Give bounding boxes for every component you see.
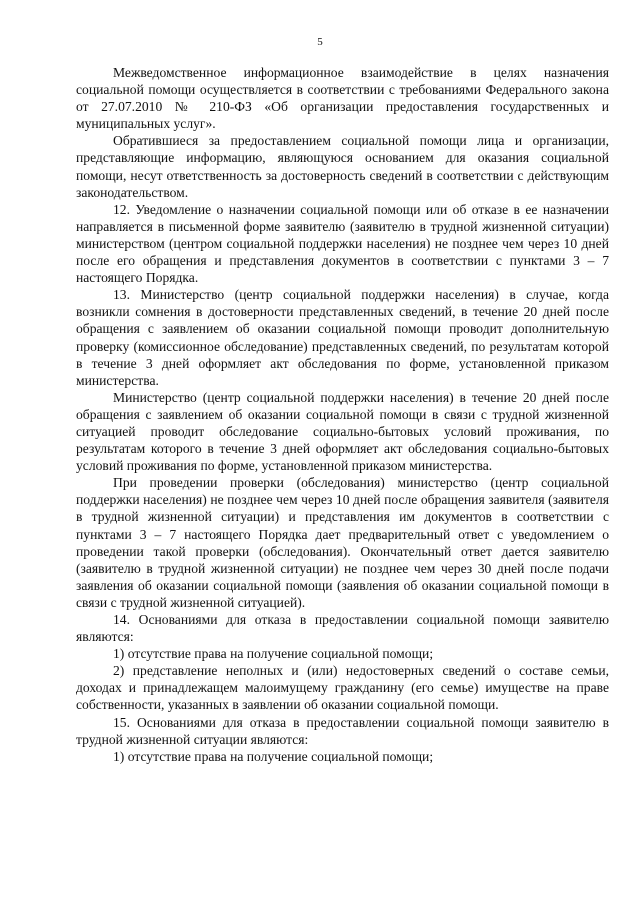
- paragraph-item-15-sub-1: 1) отсутствие права на получение социальной помощи;: [113, 748, 434, 764]
- paragraph-living-conditions-survey: Министерство (центр социальной поддержки населения) в течение 20 дней после обращения с заявлением об оказании социальной помощи в связи с трудной жизненной ситуацией проводит обследование социально-бытовых условий проживания, по результатам которого в течение 3 дней оформляет акт обследования социально-бытовых условий проживания по форме, установленной приказом министерства.: [76, 389, 609, 474]
- paragraph-interagency-interaction: Межведомственное информационное взаимодействие в целях назначения социальной помощи осуществляется в соответствии с требованиями Федерального закона от 27.07.2010 № 210-ФЗ «Об организации предоставления государственных и муниципальных услуг».: [76, 65, 609, 132]
- paragraph-item-14: 14. Основаниями для отказа в предоставлении социальной помощи заявителю являются:: [76, 612, 609, 645]
- paragraph-responsibility: Обратившиеся за предоставлением социальной помощи лица и организации, представляющие информацию, являющуюся основанием для оказания социальной помощи, несут ответственность за достоверность сведений в соответствии с действующим законодательством.: [76, 133, 609, 200]
- paragraph-item-15: 15. Основаниями для отказа в предоставлении социальной помощи заявителю в трудной жизненной ситуации являются:: [76, 714, 609, 747]
- paragraph-item-14-sub-2: 2) представление неполных и (или) недостоверных сведений о составе семьи, доходах и принадлежащем малоимущему гражданину (его семье) имуществе на праве собственности, указанных в заявлении об оказании социальной помощи.: [76, 663, 609, 713]
- paragraph-item-12: 12. Уведомление о назначении социальной помощи или об отказе в ее назначении направляется в письменной форме заявителю (заявителю в трудной жизненной ситуации) министерством (центром социальной поддержки населения) не позднее чем через 10 дней после его обращения и представления документов в соответствии с пунктами 3 – 7 настоящего Порядка.: [76, 201, 609, 286]
- paragraph-item-13: 13. Министерство (центр социальной поддержки населения) в случае, когда возникли сомнения в достоверности представленных сведений, в течение 20 дней после обращения с заявлением об оказании социальной помощи проводит дополнительную проверку (комиссионное обследование) представленных сведений, по результатам которой в течение 3 дней оформляет акт обследования по форме, установленной приказом министерства.: [76, 287, 609, 388]
- document-body: [76, 64, 609, 765]
- paragraph-item-14-sub-1: 1) отсутствие права на получение социальной помощи;: [113, 646, 434, 662]
- paragraph-preliminary-answer: При проведении проверки (обследования) министерство (центр социальной поддержки населения) не позднее чем через 10 дней после обращения заявителя (заявителя в трудной жизненной ситуации) и представления им документов в соответствии с пунктами 3 – 7 настоящего Порядка дает предварительный ответ с уведомлением о проведении такой проверки (обследования). Окончательный ответ дается заявителю (заявителю в трудной жизненной ситуации) не позднее чем через 30 дней после подачи заявления об оказании социальной помощи (заявления об оказании социальной помощи в связи с трудной жизненной ситуацией).: [76, 475, 609, 610]
- page-number: 5: [317, 36, 323, 48]
